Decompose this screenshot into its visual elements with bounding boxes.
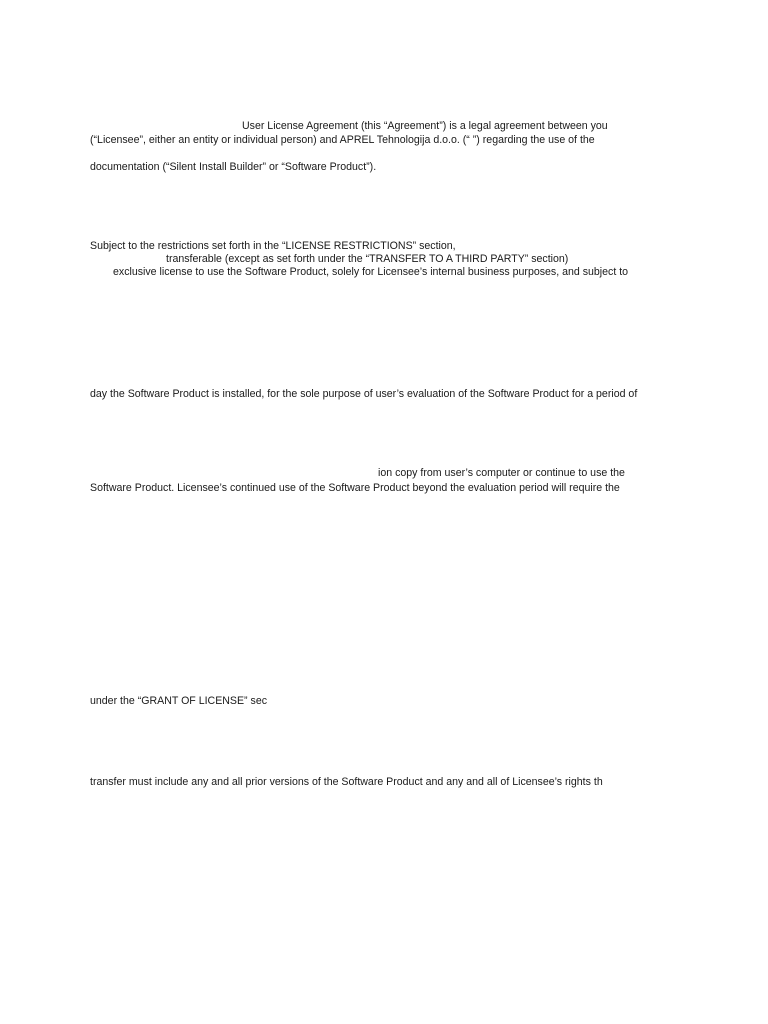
licensee-parties-line: (“Licensee”, either an entity or individual person) and APREL Tehnologija d.o.o. (“ ”) regarding the use of the	[90, 134, 595, 146]
evaluation-copy-line: ion copy from user’s computer or continue to use the	[378, 467, 625, 479]
agreement-intro-line: User License Agreement (this “Agreement”) is a legal agreement between you	[242, 120, 608, 132]
evaluation-period-line: day the Software Product is installed, for the sole purpose of user’s evaluation of the Software Product for a period of	[90, 388, 638, 400]
transferable-line: transferable (except as set forth under the “TRANSFER TO A THIRD PARTY” section)	[166, 253, 569, 265]
documentation-line: documentation (“Silent Install Builder” or “Software Product”).	[90, 161, 377, 173]
grant-of-license-line: under the “GRANT OF LICENSE” sec	[90, 695, 268, 707]
transfer-versions-line: transfer must include any and all prior versions of the Software Product and any and all of Licensee’s rights th	[90, 776, 603, 788]
exclusive-license-line: exclusive license to use the Software Product, solely for Licensee’s internal business purposes, and subject to	[113, 266, 629, 278]
restrictions-line: Subject to the restrictions set forth in the “LICENSE RESTRICTIONS” section,	[90, 240, 456, 252]
continued-use-line: Software Product. Licensee’s continued use of the Software Product beyond the evaluation period will require the	[90, 482, 620, 494]
